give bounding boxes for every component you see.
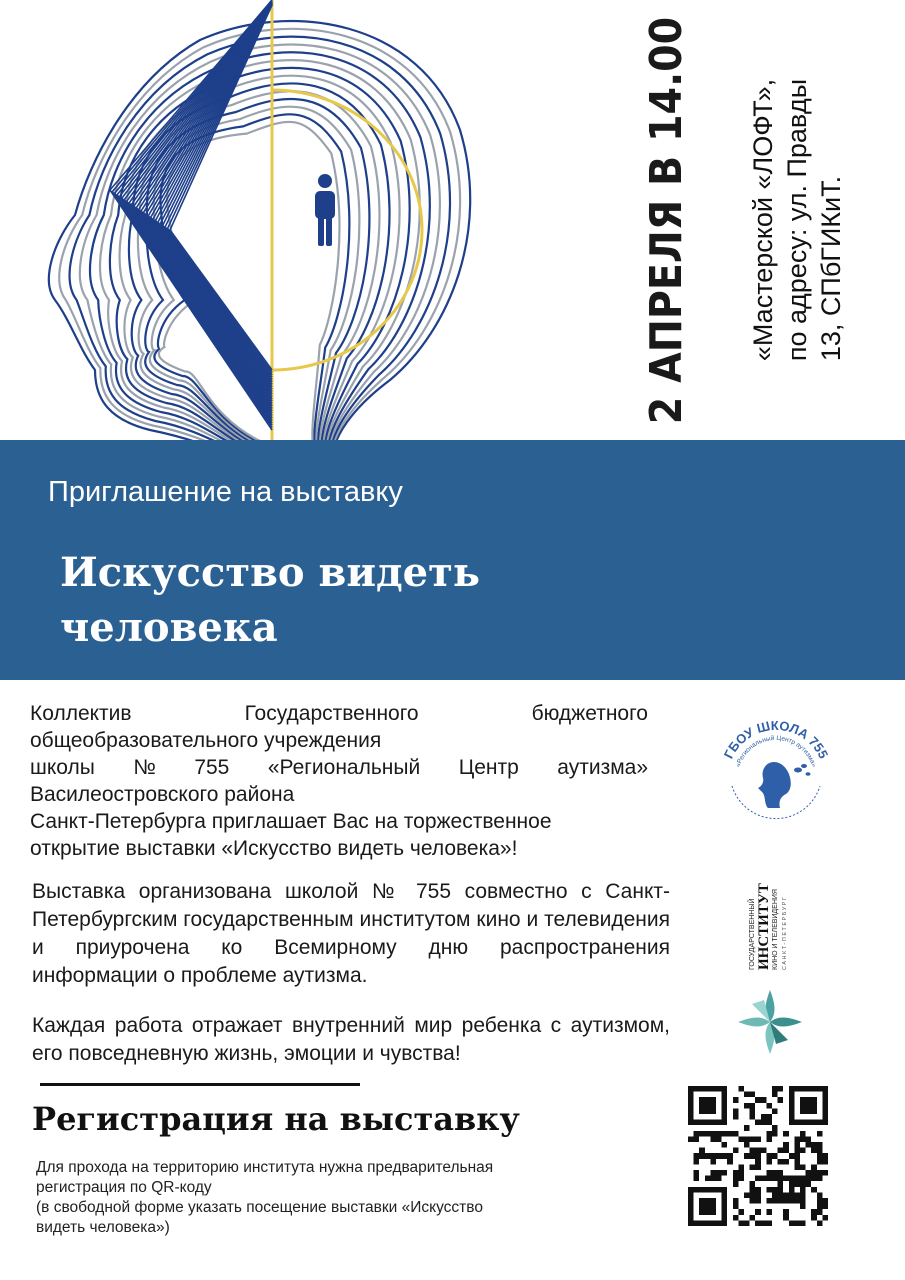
qr-code[interactable] (688, 1086, 828, 1226)
qr-module (766, 1103, 772, 1109)
word: «Региональный (267, 756, 421, 779)
qr-module (800, 1176, 806, 1204)
note-line-3: (в свободной форме указать посещение выставки «Искусство (36, 1199, 483, 1216)
qr-module (794, 1192, 800, 1198)
qr-module (688, 1136, 694, 1142)
qr-module (794, 1220, 800, 1226)
qr-module (705, 1153, 711, 1159)
p1-line-3 (30, 754, 648, 781)
qr-module (817, 1131, 823, 1137)
qr-module (822, 1159, 828, 1165)
qr-module (688, 1086, 694, 1125)
qr-module (766, 1136, 772, 1142)
qr-module (705, 1131, 711, 1137)
banner-subtitle: Приглашение на выставку (48, 476, 403, 508)
qr-module (722, 1170, 728, 1176)
word: Коллектив (30, 702, 132, 725)
divider (40, 1083, 360, 1086)
qr-module (688, 1220, 727, 1226)
address-line-2: по адресу: ул. Правды (782, 78, 812, 362)
event-address (712, 30, 882, 410)
qr-module (811, 1148, 817, 1154)
qr-module (755, 1164, 761, 1170)
qr-module (750, 1164, 756, 1170)
banner-title-line-2: человека (60, 604, 278, 651)
qr-module (710, 1131, 716, 1137)
qr-module (800, 1204, 806, 1210)
qr-module (716, 1176, 722, 1182)
word: школы (30, 756, 95, 779)
qr-module (772, 1187, 778, 1193)
qr-module (755, 1153, 761, 1159)
qr-module (761, 1114, 767, 1120)
qr-module (750, 1136, 756, 1142)
qr-module (744, 1092, 750, 1098)
qr-module (738, 1176, 744, 1182)
p1-line-1 (30, 700, 648, 727)
qr-module (778, 1097, 784, 1103)
qr-module (733, 1204, 739, 1210)
qr-module (766, 1131, 772, 1137)
qr-module (755, 1120, 761, 1126)
qr-module (733, 1114, 739, 1120)
institute-line-1: ГОСУДАРСТВЕННЫЙ (749, 898, 756, 970)
qr-module (722, 1153, 728, 1159)
qr-module (744, 1153, 750, 1159)
qr-module (694, 1176, 700, 1182)
qr-module (733, 1131, 739, 1137)
event-date (612, 16, 722, 424)
qr-module (794, 1159, 800, 1165)
qr-module (811, 1176, 817, 1182)
qr-module (811, 1164, 817, 1170)
qr-module (744, 1136, 750, 1142)
qr-module (755, 1176, 761, 1182)
qr-module (733, 1176, 739, 1182)
qr-module (755, 1136, 761, 1142)
qr-module (750, 1108, 756, 1114)
qr-module (750, 1153, 756, 1159)
qr-module (744, 1125, 750, 1131)
qr-module (789, 1153, 795, 1159)
qr-module (755, 1192, 761, 1198)
qr-module (744, 1192, 750, 1198)
qr-module (772, 1108, 778, 1114)
qr-module (783, 1131, 789, 1137)
qr-module (766, 1153, 772, 1159)
qr-module (750, 1187, 756, 1193)
qr-module (688, 1187, 694, 1226)
qr-module (789, 1220, 795, 1226)
word: аутизма» (557, 756, 648, 779)
qr-module (733, 1170, 739, 1176)
qr-module (817, 1170, 823, 1176)
qr-module (705, 1176, 711, 1182)
qr-module (817, 1148, 823, 1154)
qr-module (710, 1159, 716, 1165)
institute-line-2: ИНСТИТУТ (756, 883, 772, 970)
qr-module (783, 1159, 789, 1165)
qr-module (722, 1131, 728, 1137)
qr-module (772, 1131, 778, 1137)
qr-module (738, 1164, 744, 1170)
qr-module (733, 1198, 739, 1204)
qr-module (789, 1192, 795, 1198)
qr-module (817, 1159, 823, 1165)
qr-module (694, 1153, 700, 1159)
qr-module (766, 1170, 772, 1176)
qr-module (694, 1131, 700, 1137)
qr-module (694, 1170, 700, 1176)
qr-module (800, 1136, 806, 1142)
qr-module (694, 1136, 700, 1142)
qr-module (716, 1136, 722, 1142)
qr-module (817, 1142, 823, 1148)
registration-note (36, 1158, 626, 1238)
institute-logo (720, 870, 820, 1060)
qr-module (789, 1086, 795, 1125)
qr-module (789, 1187, 795, 1193)
qr-module (766, 1176, 772, 1182)
qr-module (755, 1097, 761, 1103)
qr-module (817, 1176, 823, 1182)
qr-module (822, 1086, 828, 1125)
qr-module (750, 1148, 756, 1154)
qr-module (755, 1159, 761, 1165)
word: № (133, 756, 156, 779)
qr-module (733, 1148, 739, 1154)
qr-module (738, 1209, 744, 1215)
note-line-4: видеть человека») (36, 1219, 170, 1236)
qr-module (794, 1148, 800, 1154)
qr-module (755, 1187, 761, 1193)
qr-module (806, 1142, 812, 1148)
note-line-1: Для прохода на территорию института нужна предварительная (36, 1159, 494, 1176)
qr-module (750, 1192, 756, 1198)
qr-module (778, 1170, 784, 1176)
qr-module (766, 1220, 772, 1226)
qr-module (817, 1192, 823, 1198)
qr-module (744, 1142, 750, 1148)
qr-module (738, 1136, 744, 1142)
p1-line-6: открытие выставки «Искусство видеть человека»! (30, 837, 518, 860)
qr-module (794, 1142, 800, 1148)
qr-module (727, 1131, 733, 1137)
qr-module (766, 1120, 772, 1126)
school-logo-sub: «Региональный Центр аутизма» (734, 734, 818, 769)
qr-module (778, 1086, 784, 1092)
qr-module (722, 1142, 728, 1148)
qr-module (800, 1131, 806, 1137)
qr-module (822, 1215, 828, 1221)
qr-module (694, 1159, 700, 1165)
qr-module (744, 1220, 750, 1226)
qr-module (817, 1209, 823, 1215)
qr-module (822, 1170, 828, 1176)
qr-module (772, 1086, 778, 1092)
qr-module (772, 1176, 778, 1182)
qr-module (750, 1181, 756, 1187)
qr-module (806, 1181, 812, 1187)
qr-module (811, 1170, 817, 1176)
qr-module (761, 1220, 767, 1226)
qr-module (733, 1215, 739, 1221)
qr-module (766, 1159, 772, 1165)
qr-module (761, 1097, 767, 1103)
person-icon (315, 174, 335, 246)
qr-module (794, 1164, 800, 1170)
qr-module (755, 1220, 761, 1226)
qr-module (806, 1170, 812, 1176)
qr-module (783, 1215, 789, 1221)
qr-module (794, 1153, 800, 1159)
qr-module (750, 1114, 756, 1120)
qr-module (716, 1131, 722, 1137)
qr-module (783, 1148, 789, 1154)
qr-module (722, 1086, 728, 1125)
qr-module (811, 1187, 817, 1193)
qr-module (800, 1097, 817, 1114)
qr-module (699, 1131, 705, 1137)
qr-module (699, 1097, 716, 1114)
qr-module (755, 1198, 761, 1204)
qr-module (817, 1153, 823, 1159)
qr-module (772, 1092, 778, 1098)
qr-module (699, 1198, 716, 1215)
qr-module (794, 1136, 800, 1142)
qr-module (688, 1120, 727, 1126)
butterfly-icon (794, 764, 811, 776)
qr-module (800, 1220, 806, 1226)
banner-title-line-1: Искусство видеть (60, 549, 481, 596)
qr-module (750, 1103, 756, 1109)
date-text: 2 АПРЕЛЯ В 14.00 (641, 16, 693, 424)
qr-module (772, 1170, 778, 1176)
note-line-2: регистрация по QR-коду (36, 1179, 212, 1196)
qr-module (822, 1198, 828, 1204)
qr-module (710, 1176, 716, 1182)
word: Государственного (244, 702, 419, 725)
works-paragraph: Каждая работа отражает внутренний мир ребенка с аутизмом, его повседневную жизнь, эмоции и чувства! (32, 1014, 670, 1065)
qr-module (761, 1176, 767, 1182)
school-logo (706, 700, 846, 840)
qr-module (766, 1209, 772, 1215)
qr-module (783, 1142, 789, 1148)
qr-module (778, 1148, 784, 1154)
qr-module (811, 1209, 817, 1215)
address-line-1: «Мастерской «ЛОФТ», (748, 78, 778, 362)
qr-module (806, 1176, 812, 1182)
p1-line-5: Санкт-Петербурга приглашает Вас на торжественное (30, 810, 552, 833)
qr-module (817, 1220, 823, 1226)
qr-module (688, 1187, 727, 1193)
qr-module (761, 1148, 767, 1154)
qr-module (727, 1153, 733, 1159)
qr-module (761, 1120, 767, 1126)
qr-module (766, 1187, 772, 1193)
qr-module (722, 1187, 728, 1226)
qr-module (772, 1153, 778, 1159)
qr-module (822, 1204, 828, 1210)
child-silhouette-icon (758, 762, 791, 808)
qr-module (750, 1215, 756, 1221)
school-logo-title: ГБОУ ШКОЛА 755 (720, 717, 832, 761)
qr-module (789, 1120, 828, 1126)
qr-module (772, 1125, 778, 1131)
institute-line-4: САНКТ-ПЕТЕРБУРГ (782, 895, 788, 970)
qr-module (710, 1136, 716, 1142)
qr-module (710, 1153, 716, 1159)
institute-line-3: КИНО И ТЕЛЕВИДЕНИЯ (772, 889, 779, 970)
qr-module (778, 1176, 784, 1204)
word: Центр (458, 756, 519, 779)
qr-module (800, 1164, 806, 1170)
qr-module (750, 1092, 756, 1098)
p1-line-4: Василеостровского района (30, 783, 295, 806)
word: бюджетного (531, 702, 648, 725)
qr-module (716, 1153, 722, 1159)
qr-module (806, 1136, 812, 1142)
qr-module (755, 1209, 761, 1215)
qr-module (778, 1159, 784, 1165)
qr-module (789, 1086, 828, 1092)
qr-module (699, 1148, 705, 1154)
qr-module (811, 1215, 817, 1221)
invitation-paragraph (30, 700, 648, 862)
qr-module (733, 1097, 739, 1103)
qr-module (766, 1198, 772, 1204)
registration-title: Регистрация на выставку (32, 1100, 520, 1138)
p1-line-2: общеобразовательного учреждения (30, 729, 382, 752)
address-line-3: 13, СПбГИКиТ. (816, 175, 846, 362)
qr-module (772, 1192, 778, 1198)
qr-module (688, 1086, 727, 1092)
exhibition-paragraph: Выставка организована школой № 755 совместно с Санкт-Петербургским государственным институтом кино и телевидения и приурочена ко Всемирному дню распространения информации о проблеме аутизма. (32, 880, 670, 987)
qr-module (783, 1209, 789, 1215)
qr-module (822, 1153, 828, 1159)
qr-module (750, 1198, 756, 1204)
qr-module (772, 1198, 778, 1204)
qr-module (716, 1170, 722, 1176)
qr-module (699, 1153, 705, 1159)
qr-module (766, 1114, 772, 1120)
qr-module (738, 1086, 744, 1092)
qr-module (794, 1181, 800, 1187)
qr-module (738, 1170, 744, 1176)
institute-star-icon (738, 990, 802, 1054)
word: 755 (194, 756, 230, 779)
qr-module (800, 1148, 806, 1154)
qr-module (789, 1181, 795, 1187)
qr-module (744, 1103, 750, 1109)
qr-module (817, 1204, 823, 1210)
qr-module (733, 1181, 739, 1187)
qr-module (738, 1220, 744, 1226)
qr-module (710, 1170, 716, 1176)
qr-module (783, 1192, 789, 1198)
qr-module (727, 1159, 733, 1165)
banner-title (60, 545, 580, 655)
qr-module (811, 1142, 817, 1148)
qr-module (817, 1198, 823, 1204)
qr-module (755, 1148, 761, 1154)
qr-module (733, 1108, 739, 1114)
